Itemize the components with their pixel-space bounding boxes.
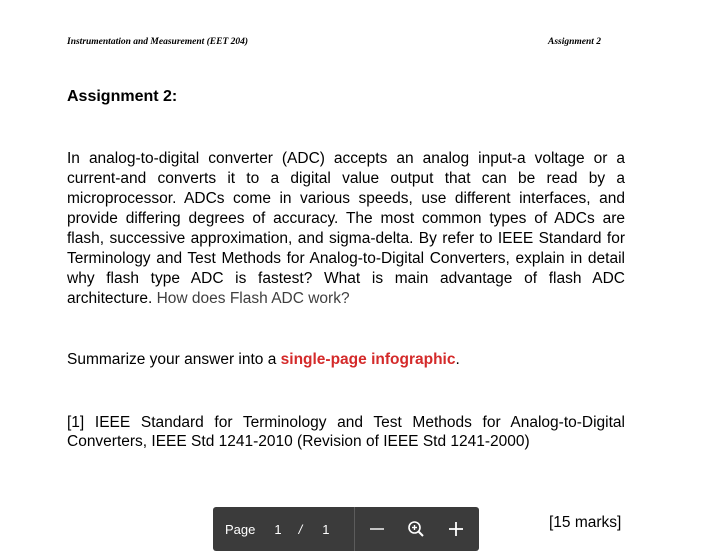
page-number-current[interactable]: 1: [274, 521, 282, 537]
header-assignment: Assignment 2: [548, 37, 602, 47]
reference: [67, 413, 625, 451]
header-course: Instrumentation and Measurement (EET 204): [67, 37, 249, 47]
assignment-paragraph: [67, 149, 625, 309]
zoom-in-button[interactable]: [406, 519, 426, 539]
toolbar-divider: [354, 507, 355, 551]
page-separator: /: [298, 521, 303, 537]
summary-highlight: single-page infographic: [280, 351, 456, 368]
paragraph-question-text: How does Flash ADC work?: [152, 290, 350, 307]
reference-line-2: Converters, IEEE Std 1241-2010 (Revision of IEEE Std 1241-2000): [67, 433, 530, 450]
zoom-out-icon: [369, 521, 385, 537]
plus-icon: [448, 521, 464, 537]
add-button[interactable]: [446, 519, 466, 539]
summary-instruction: [67, 351, 460, 369]
zoom-in-icon: [407, 520, 425, 538]
summary-prefix: Summarize your answer into a: [67, 351, 281, 368]
summary-suffix: .: [455, 351, 460, 368]
page-label: Page: [225, 521, 256, 537]
page-title: Assignment 2:: [67, 88, 178, 105]
page-toolbar: [213, 507, 479, 551]
page-number-total: 1: [322, 521, 330, 537]
paragraph-main-text: In analog-to-digital converter (ADC) accepts an analog input-a voltage or a current-and converts it to a digital value output that can be read by a microprocessor. ADCs come in various speeds, use different interfaces, and provide differing degrees of accuracy. The most common types of ADCs are flash, successive approximation, and sigma-delta. By refer to IEEE Standard for Terminology and Test Methods for Analog-to-Digital Converters, explain in detail why flash type ADC is fastest? What is main advantage of flash ADC architecture.: [67, 150, 625, 307]
reference-line-1: [1] IEEE Standard for Terminology and Test Methods for Analog-to-Digital: [67, 414, 625, 431]
marks-label: [15 marks]: [549, 514, 622, 531]
zoom-out-button[interactable]: [367, 519, 387, 539]
